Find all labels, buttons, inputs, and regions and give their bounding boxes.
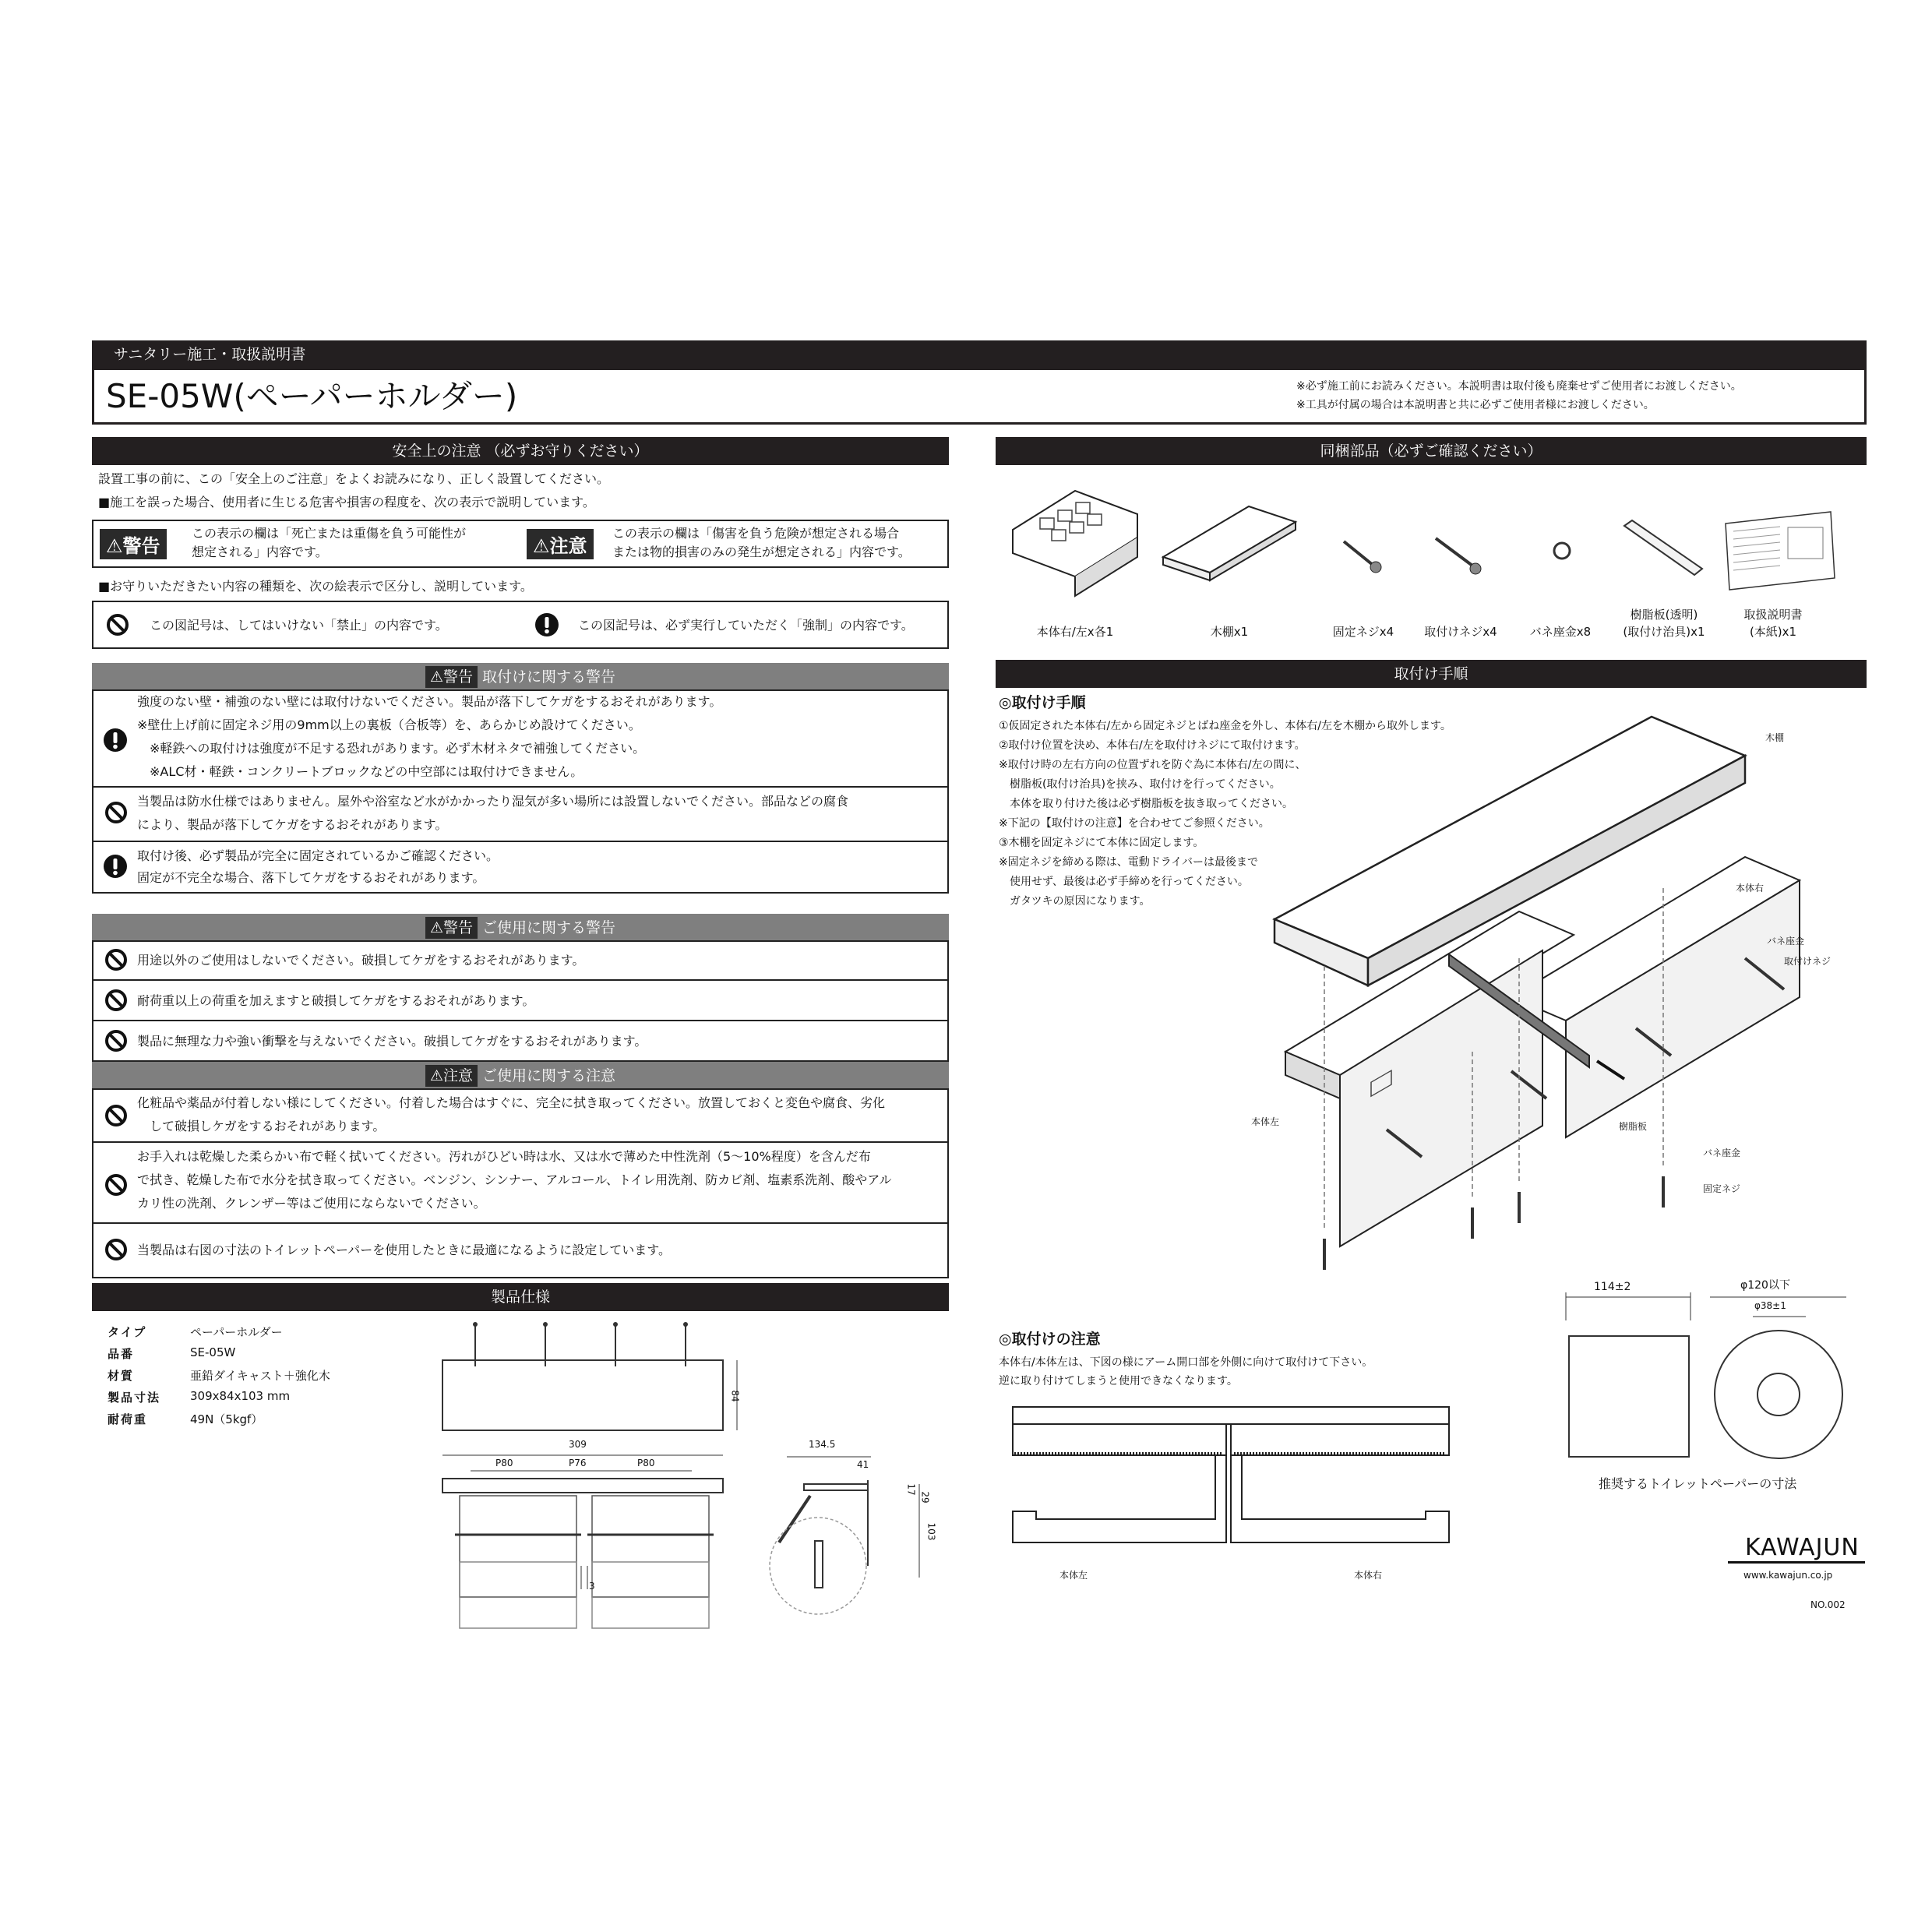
label-fixing-screw: 固定ネジ	[1703, 1183, 1741, 1194]
brand-logo: KAWAJUN	[1745, 1534, 1860, 1561]
paper-width: 114±2	[1594, 1281, 1631, 1293]
use-cautions-title-text: ご使用に関する注意	[482, 1067, 616, 1084]
use-warning-1: 用途以外のご使用はしないでください。破損してケガをするおそれがあります。	[137, 953, 585, 968]
dim-gap: 3	[589, 1581, 595, 1592]
procedure-step-9: 使用せず、最後は必ず手締めを行ってください。	[999, 876, 1249, 888]
part-label-shelf: 木棚x1	[1210, 625, 1249, 639]
caution-line-2: 逆に取り付けてしまうと使用できなくなります。	[999, 1375, 1238, 1387]
part-body-illustration	[1005, 475, 1153, 600]
use-caution-2-line-1: お手入れは乾燥した柔らかい布で軽く拭いてください。汚れがひどい時は水、又は水で薄めた中性洗剤（5～10%程度）を含んだ布	[137, 1149, 871, 1164]
resin-plate-illustration	[1620, 514, 1706, 584]
mandatory-icon	[534, 612, 559, 637]
part-label-body: 本体右/左x各1	[1036, 625, 1114, 639]
warning-desc-2: 想定される」内容です。	[192, 545, 328, 559]
dim-side-depth: 134.5	[809, 1439, 836, 1450]
procedure-step-4: 樹脂板(取付け治具)を挟み、取付けを行ってください。	[999, 778, 1281, 791]
mounting-screw-icon	[1432, 534, 1486, 578]
dim-pitch-2: P76	[569, 1458, 587, 1468]
prohibit-icon	[104, 1238, 128, 1261]
install-warning-1-line-1: 強度のない壁・補強のない壁には取付けないでください。製品が落下してケガをするおそれがあります。	[137, 694, 722, 709]
use-warnings-title-text: ご使用に関する警告	[482, 919, 616, 936]
use-cautions-title	[92, 1062, 949, 1090]
header-category-bar	[92, 340, 1867, 370]
divider	[92, 1141, 949, 1143]
label-spring-washer-2: バネ座金	[1703, 1148, 1741, 1158]
label-spring-washer-1: バネ座金	[1767, 936, 1805, 947]
safety-title: 安全上の注意 （必ずお守りください）	[92, 437, 949, 465]
install-warnings-title	[92, 663, 949, 691]
procedure-step-1: ①仮固定された本体右/左から固定ネジとばね座金を外し、本体右/左を木棚から取外します。	[999, 720, 1451, 732]
brand-underline	[1728, 1561, 1865, 1564]
procedure-step-3: ※取付け時の左右方向の位置ずれを防ぐ為に本体右/左の間に、	[999, 759, 1306, 771]
safety-intro-1: 設置工事の前に、この「安全上のご注意」をよくお読みになり、正しく設置してください。	[98, 471, 610, 486]
divider	[92, 786, 949, 788]
part-label-resin-1: 樹脂板(透明)	[1630, 608, 1698, 622]
divider	[92, 841, 949, 842]
use-warning-2: 耐荷重以上の荷重を加えますと破損してケガをするおそれがあります。	[137, 993, 535, 1008]
part-label-manual-1: 取扱説明書	[1743, 608, 1803, 622]
install-warning-1-line-4: ※ALC材・軽鉄・コンクリートブロックなどの中空部には取付けできません。	[150, 764, 583, 779]
header-category: サニタリー施工・取扱説明書	[114, 346, 306, 363]
mandatory-icon	[103, 728, 128, 753]
caution-heading: ◎取付けの注意	[999, 1331, 1101, 1348]
spec-key-model: 品番	[108, 1347, 135, 1361]
install-warning-2-line-1: 当製品は防水仕様ではありません。屋外や浴室など水がかかったり湿気が多い場所には設置しないでください。部品などの腐食	[137, 794, 848, 809]
spec-value-model: SE-05W	[190, 1345, 236, 1359]
use-warnings-title	[92, 914, 949, 942]
divider	[92, 1020, 949, 1021]
warning-desc-1: この表示の欄は「死亡または重傷を負う可能性が	[192, 526, 467, 541]
dim-depth: 84	[729, 1390, 741, 1402]
part-label-fixing-screw: 固定ネジx4	[1332, 625, 1394, 639]
prohibit-icon	[104, 989, 128, 1012]
spec-key-load: 耐荷重	[108, 1412, 148, 1426]
prohibit-desc: この図記号は、してはいけない「禁止」の内容です。	[150, 618, 448, 633]
part-label-spring-washer: バネ座金x8	[1529, 625, 1592, 639]
spec-value-load: 49N（5kgf）	[190, 1412, 263, 1426]
orientation-diagram	[1005, 1402, 1457, 1566]
label-resin-plate: 樹脂板	[1619, 1121, 1648, 1132]
label-mounting-screw: 取付けネジ	[1784, 956, 1832, 967]
orientation-label-left: 本体左	[1059, 1570, 1088, 1581]
procedure-step-5: 本体を取り付けた後は必ず樹脂板を抜き取ってください。	[999, 798, 1293, 810]
procedure-step-8: ※固定ネジを締める際は、電動ドライバーは最後まで	[999, 856, 1259, 869]
spring-washer-icon	[1550, 539, 1574, 562]
spec-value-type: ペーパーホルダー	[190, 1325, 283, 1339]
install-warning-2-line-2: により、製品が落下してケガをするおそれがあります。	[137, 817, 448, 832]
paper-inner-diameter: φ38±1	[1754, 1300, 1786, 1311]
divider	[92, 979, 949, 981]
use-cautions-tag: ⚠注意	[425, 1065, 478, 1087]
spec-key-size: 製品寸法	[108, 1391, 161, 1405]
use-warnings-tag: ⚠警告	[425, 917, 478, 939]
prohibit-icon	[104, 1173, 128, 1197]
install-warnings-tag: ⚠警告	[425, 666, 478, 688]
part-shelf-illustration	[1159, 499, 1299, 584]
header-note-1: ※必ず施工前にお読みください。本説明書は取付後も廃棄せずご使用者にお渡しください。	[1296, 380, 1742, 393]
use-caution-1-line-2: して破損しケガをするおそれがあります。	[150, 1119, 386, 1133]
dim-width: 309	[569, 1439, 587, 1450]
label-body-right: 本体右	[1736, 883, 1765, 894]
assembly-exploded-diagram	[1262, 701, 1807, 1293]
paper-roll-diagram	[1706, 1289, 1854, 1468]
procedure-step-2: ②取付け位置を決め、本体右/左を取付けネジにて取付けます。	[999, 739, 1306, 752]
procedure-step-7: ③木棚を固定ネジにて本体に固定します。	[999, 837, 1204, 849]
warning-label: ⚠警告	[100, 529, 167, 559]
procedure-heading: ◎取付け手順	[999, 694, 1086, 711]
prohibit-icon	[106, 613, 129, 636]
page-title: SE-05W(ペーパーホルダー)	[106, 377, 518, 415]
brand-url: www.kawajun.co.jp	[1743, 1570, 1833, 1581]
use-caution-2-line-2: で拭き、乾燥した布で水分を拭き取ってください。ベンジン、シンナー、アルコール、トイレ用洗剤、防カビ剤、塩素系洗剤、酸やアル	[137, 1172, 892, 1187]
spec-key-material: 材質	[108, 1369, 135, 1383]
spec-value-size: 309x84x103 mm	[190, 1389, 291, 1403]
spec-title: 製品仕様	[92, 1283, 949, 1311]
dim-pitch-3: P80	[637, 1458, 655, 1468]
caution-desc-2: または物的損害のみの発生が想定される」内容です。	[612, 545, 911, 559]
install-warning-3-line-2: 固定が不完全な場合、落下してケガをするおそれがあります。	[137, 870, 485, 885]
prohibit-icon	[104, 948, 128, 971]
mandatory-icon	[103, 854, 128, 879]
label-body-left: 本体左	[1251, 1116, 1280, 1127]
prohibit-icon	[104, 1029, 128, 1052]
spec-drawing-top-view	[436, 1317, 763, 1441]
manual-thumbnail	[1722, 508, 1839, 594]
safety-intro-2: ■施工を誤った場合、使用者に生じる危害や損害の程度を、次の表示で説明しています。	[98, 495, 595, 509]
fixing-screw-icon	[1340, 538, 1387, 576]
label-shelf: 木棚	[1765, 732, 1785, 743]
caution-label: ⚠注意	[527, 529, 594, 559]
caution-line-1: 本体右/本体左は、下図の様にアーム開口部を外側に向けて取付けて下さい。	[999, 1356, 1373, 1369]
dim-41: 41	[857, 1459, 869, 1470]
header-note-2: ※工具が付属の場合は本説明書と共に必ずご使用者様にお渡しください。	[1296, 399, 1655, 411]
prohibit-icon	[104, 1104, 128, 1127]
caution-desc-1: この表示の欄は「傷害を負う危険が想定される場合	[612, 526, 900, 541]
dim-pitch-1: P80	[495, 1458, 513, 1468]
install-warning-1-line-3: ※軽鉄への取付けは強度が不足する恐れがあります。必ず木材ネタで補強してください。	[150, 741, 646, 756]
parts-title: 同梱部品（必ずご確認ください）	[996, 437, 1867, 465]
use-caution-3: 当製品は右図の寸法のトイレットペーパーを使用したときに最適になるように設定しています。	[137, 1243, 671, 1257]
use-warning-3: 製品に無理な力や強い衝撃を与えないでください。破損してケガをするおそれがあります。	[137, 1034, 647, 1049]
spec-value-material: 亜鉛ダイキャスト＋強化木	[190, 1369, 330, 1383]
spec-drawing-front-view	[436, 1449, 763, 1636]
use-caution-1-line-1: 化粧品や薬品が付着しない様にしてください。付着した場合はすぐに、完全に拭き取ってください。放置しておくと変色や腐食、劣化	[137, 1095, 886, 1110]
safety-intro-3: ■お守りいただきたい内容の種類を、次の絵表示で区分し、説明しています。	[98, 579, 533, 594]
dim-17: 17	[905, 1483, 917, 1496]
paper-side-diagram	[1558, 1289, 1698, 1468]
part-label-mounting-screw: 取付けネジx4	[1424, 625, 1497, 639]
mandatory-desc: この図記号は、必ず実行していただく「強制」の内容です。	[578, 618, 914, 633]
paper-caption: 推奨するトイレットペーパーの寸法	[1599, 1476, 1797, 1491]
spec-key-type: タイプ	[108, 1325, 147, 1339]
procedure-step-6: ※下記の【取付けの注意】を合わせてご参照ください。	[999, 817, 1270, 830]
procedure-step-10: ガタツキの原因になります。	[999, 895, 1151, 908]
orientation-label-right: 本体右	[1354, 1570, 1383, 1581]
procedure-title: 取付け手順	[996, 660, 1867, 688]
part-label-resin-2: (取付け治具)x1	[1623, 625, 1705, 639]
dim-height: 103	[925, 1522, 937, 1541]
prohibit-icon	[104, 801, 128, 824]
paper-outer-diameter: φ120以下	[1740, 1279, 1790, 1292]
install-warning-3-line-1: 取付け後、必ず製品が完全に固定されているかご確認ください。	[137, 848, 499, 863]
install-warnings-title-text: 取付けに関する警告	[482, 668, 616, 686]
use-caution-2-line-3: カリ性の洗剤、クレンザー等はご使用にならないでください。	[137, 1196, 486, 1211]
dim-29: 29	[919, 1491, 931, 1504]
part-label-manual-2: (本紙)x1	[1749, 625, 1797, 639]
install-warning-1-line-2: ※壁仕上げ前に固定ネジ用の9mm以上の裏板（合板等）を、あらかじめ設けてください。	[137, 717, 641, 732]
document-number: NO.002	[1810, 1599, 1846, 1610]
divider	[92, 1222, 949, 1224]
